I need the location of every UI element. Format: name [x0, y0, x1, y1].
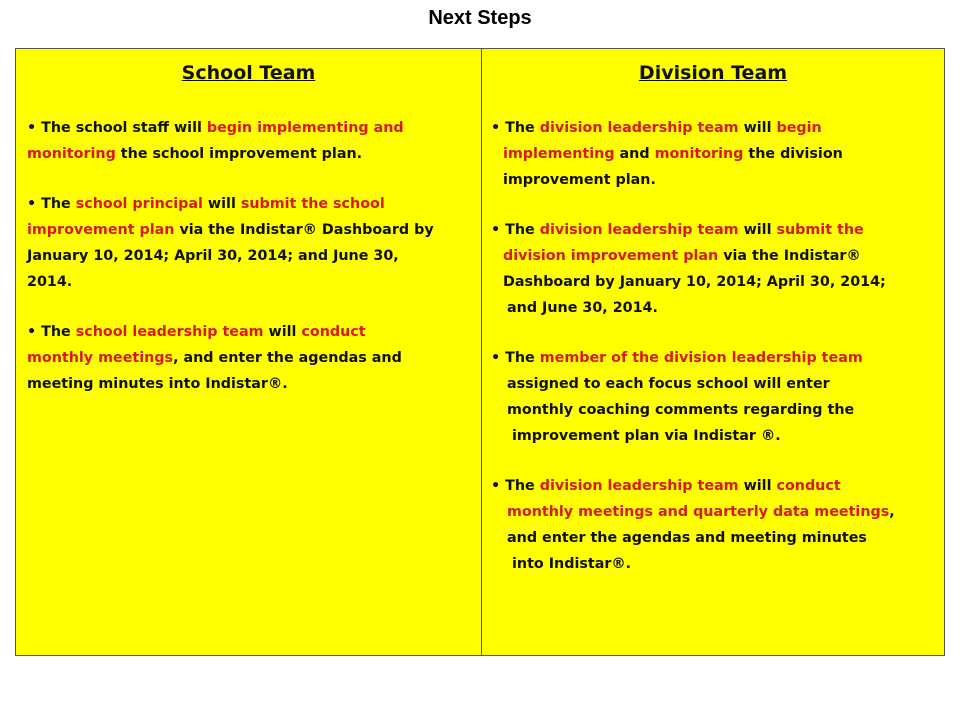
text-segment: 2014.	[27, 274, 73, 290]
division-team-heading: Division Team	[638, 62, 788, 84]
text-highlight: division leadership team	[539, 222, 739, 238]
text-segment: monthly coaching comments regarding the	[507, 402, 855, 418]
text-segment: will	[738, 478, 777, 494]
text-segment: will	[738, 120, 777, 136]
text-highlight: monitoring	[654, 146, 744, 162]
text-highlight: monthly meetings	[27, 350, 174, 366]
text-segment: • The	[27, 324, 76, 340]
school-team-cell	[16, 49, 482, 655]
text-highlight: school principal	[75, 196, 203, 212]
text-highlight: improvement plan	[27, 222, 175, 238]
text-highlight: division leadership team	[539, 120, 739, 136]
text-segment: • The	[491, 120, 540, 136]
text-segment: and	[614, 146, 655, 162]
text-segment: • The	[491, 350, 540, 366]
text-segment: improvement plan.	[503, 172, 656, 188]
text-highlight: submit the	[776, 222, 864, 238]
school-bullet-2	[27, 191, 434, 295]
text-segment: • The	[491, 478, 540, 494]
page-title: Next Steps	[428, 7, 532, 29]
text-highlight: begin	[776, 120, 822, 136]
text-highlight: submit the school	[240, 196, 385, 212]
text-highlight: conduct	[776, 478, 841, 494]
text-highlight: division leadership team	[539, 478, 739, 494]
text-highlight: division improvement plan	[503, 248, 719, 264]
text-segment: via the Indistar®	[718, 248, 861, 264]
school-bullet-1	[27, 115, 404, 167]
text-segment: Dashboard by January 10, 2014; April 30, 2014;	[503, 274, 886, 290]
next-steps-table	[15, 48, 945, 656]
text-segment: via the Indistar® Dashboard by	[174, 222, 434, 238]
text-segment: assigned to each focus school will enter	[507, 376, 830, 392]
text-highlight: implementing	[503, 146, 615, 162]
text-segment: • The	[27, 196, 76, 212]
text-segment: and June 30, 2014.	[507, 300, 658, 316]
division-bullet-1	[491, 115, 843, 193]
text-segment: , and enter the agendas and	[173, 350, 402, 366]
text-segment: • The school staff will	[27, 120, 207, 136]
school-bullet-3	[27, 319, 402, 397]
text-highlight: begin implementing and	[206, 120, 404, 136]
division-bullet-4	[491, 473, 895, 577]
text-segment: into Indistar®.	[512, 556, 632, 572]
text-highlight: monthly meetings and quarterly data meetings	[507, 504, 890, 520]
text-segment: will	[738, 222, 777, 238]
text-segment: and enter the agendas and meeting minutes	[507, 530, 867, 546]
division-bullet-2	[491, 217, 886, 321]
school-team-heading: School Team	[181, 62, 316, 84]
text-segment: ,	[889, 504, 895, 520]
text-segment: the division	[743, 146, 843, 162]
text-segment: January 10, 2014; April 30, 2014; and June 30,	[27, 248, 399, 264]
text-segment: • The	[491, 222, 540, 238]
text-highlight: school leadership team	[75, 324, 264, 340]
text-segment: the school improvement plan.	[115, 146, 363, 162]
text-segment: meeting minutes into Indistar®.	[27, 376, 288, 392]
division-bullet-3	[491, 345, 863, 449]
text-segment: improvement plan via Indistar ®.	[512, 428, 781, 444]
division-team-cell	[482, 49, 944, 655]
text-segment: will	[263, 324, 302, 340]
text-highlight: monitoring	[27, 146, 116, 162]
text-highlight: conduct	[301, 324, 366, 340]
text-segment: will	[202, 196, 241, 212]
text-highlight: member of the division leadership team	[539, 350, 863, 366]
